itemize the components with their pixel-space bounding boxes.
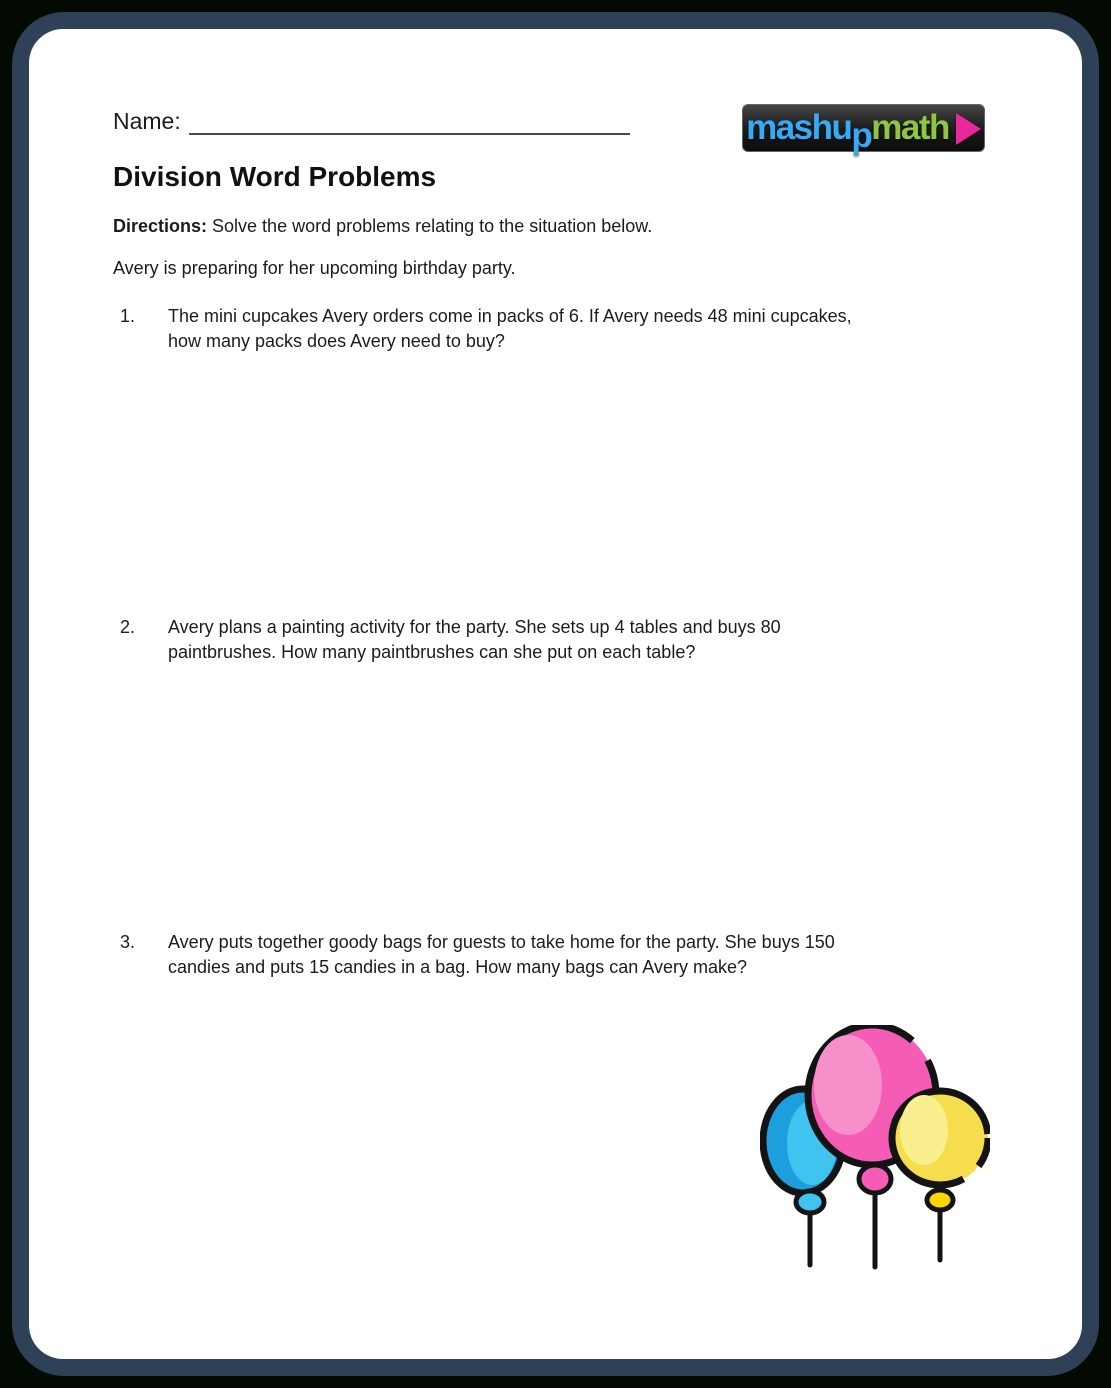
problem-text: [168, 304, 852, 354]
balloon-knot: [927, 1190, 953, 1210]
name-blank-line: [189, 109, 630, 135]
directions-label: Directions:: [113, 216, 208, 236]
problem-number: 1.: [120, 306, 136, 326]
directions-line: [113, 216, 652, 237]
name-label: Name:: [113, 108, 181, 134]
play-triangle-icon: [956, 113, 981, 145]
problem-text-line: candies and puts 15 candies in a bag. How many bags can Avery make?: [168, 957, 748, 977]
logo-text-p: p: [851, 116, 872, 155]
worksheet-page: [29, 29, 1082, 1359]
problem-text-line: how many packs does Avery need to buy?: [168, 331, 505, 351]
problem-item-1: [120, 304, 852, 354]
page-title: Division Word Problems: [113, 161, 437, 192]
problem-item-2: [120, 615, 781, 665]
balloon-highlight: [814, 1035, 882, 1135]
balloon-knot: [796, 1191, 824, 1213]
problem-text-line: The mini cupcakes Avery orders come in packs of 6. If Avery needs 48 mini cupcakes,: [168, 306, 852, 326]
logo-text-mashu: mashu: [746, 108, 852, 147]
balloon-highlight: [900, 1095, 948, 1165]
intro-text: Avery is preparing for her upcoming birthday party.: [113, 258, 516, 278]
directions-text: Solve the word problems relating to the situation below.: [212, 216, 653, 236]
name-row: [113, 108, 630, 135]
problem-text-line: Avery puts together goody bags for guests to take home for the party. She buys 150: [168, 932, 835, 952]
problem-text-line: Avery plans a painting activity for the party. She sets up 4 tables and buys 80: [168, 617, 781, 637]
problem-item-3: [120, 930, 835, 980]
problem-number: 2.: [120, 617, 136, 637]
logo-text-math: math: [871, 108, 949, 147]
problem-text-line: paintbrushes. How many paintbrushes can she put on each table?: [168, 642, 696, 662]
mashupmath-logo: [742, 104, 985, 155]
balloons-illustration: [760, 1025, 990, 1273]
page-frame: [12, 12, 1099, 1376]
problem-text: [168, 615, 781, 665]
problem-number: 3.: [120, 932, 136, 952]
problem-text: [168, 930, 835, 980]
balloon-knot: [859, 1165, 891, 1193]
balloon-yellow: [892, 1091, 988, 1260]
